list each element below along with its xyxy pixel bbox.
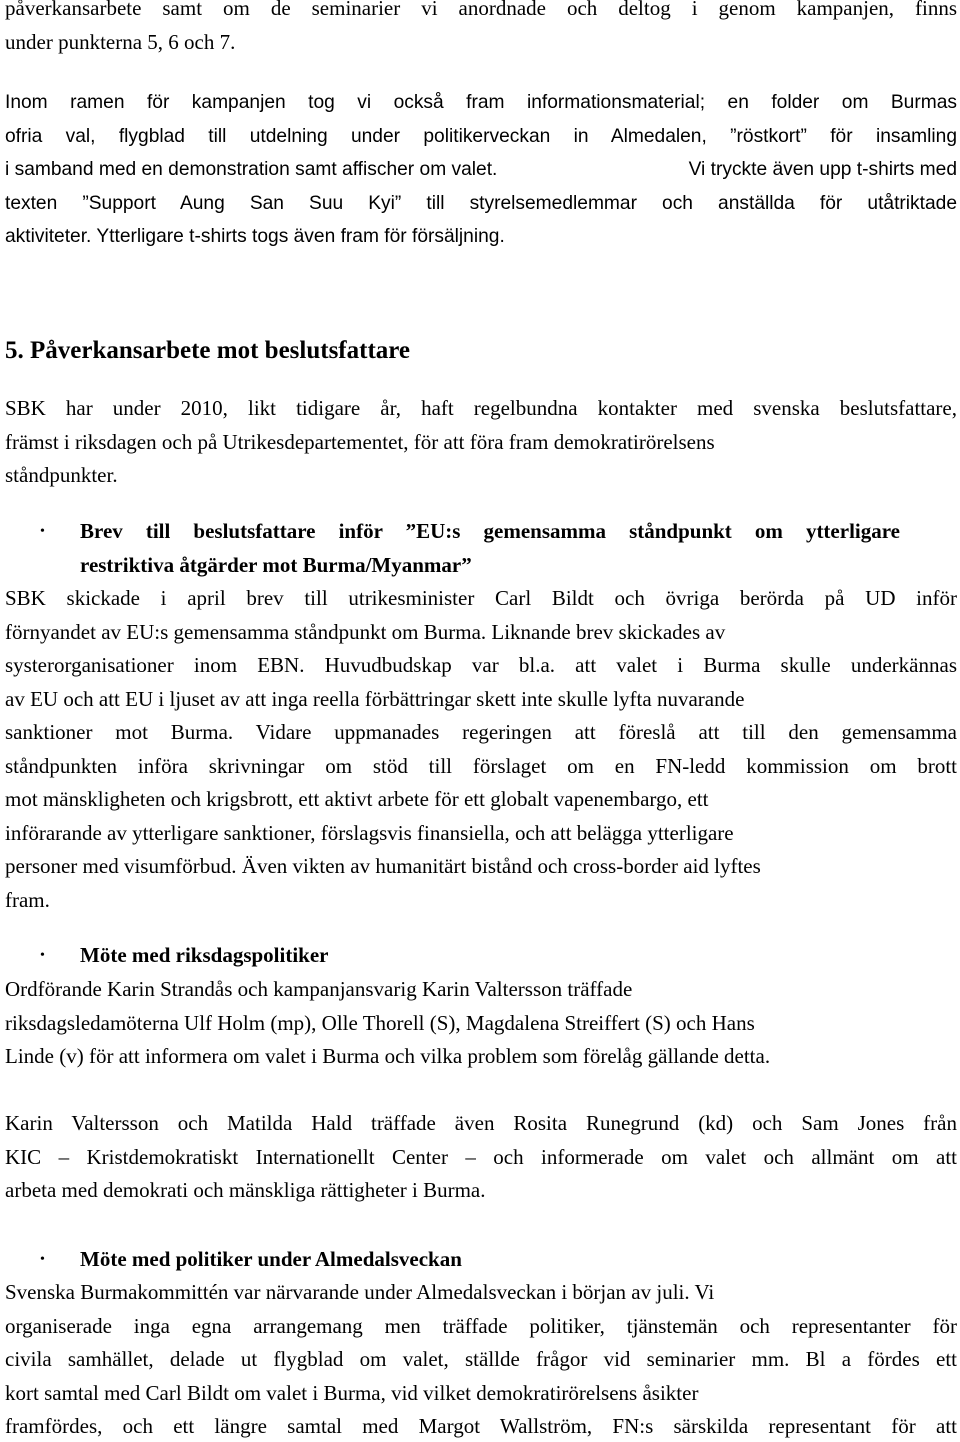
intro-paragraph xyxy=(5,0,957,59)
bullet-marker: • xyxy=(40,524,45,539)
bullet-heading xyxy=(80,515,900,582)
text-line: införarande av ytterligare sanktioner, förslagsvis finansiella, och att belägga ytterligare xyxy=(5,820,734,845)
text-line: Ordförande Karin Strandås och kampanjansvarig Karin Valtersson träffade xyxy=(5,977,633,1001)
section-heading: 5. Påverkansarbete mot beslutsfattare xyxy=(5,337,411,364)
text-line: Inom ramen för kampanjen tog vi också fram informationsmaterial; en folder om Burmas xyxy=(5,92,957,113)
text-segment: i samband med en demonstration samt affischer om valet. xyxy=(5,159,498,180)
text-line: SBK har under 2010, likt tidigare år, haft regelbundna kontakter med svenska beslutsfattare, xyxy=(5,396,957,420)
text-line xyxy=(5,153,957,187)
text-line: organiserade inga egna arrangemang men träffade politiker, tjänstemän och representanter för xyxy=(5,1313,957,1338)
text-line: KIC – Kristdemokratiskt Internationellt Center – och informerade om valet och allmänt om att xyxy=(5,1144,957,1169)
text-line: SBK skickade i april brev till utrikesminister Carl Bildt och övriga berörda på UD inför xyxy=(5,586,957,610)
bullet-heading: Möte med politiker under Almedalsveckan xyxy=(80,1247,462,1271)
text-line: under punkterna 5, 6 och 7. xyxy=(5,29,236,54)
bullet-marker: • xyxy=(40,1252,45,1267)
text-line: arbeta med demokrati och mänskliga rättigheter i Burma. xyxy=(5,1178,486,1202)
text-line: Brev till beslutsfattare inför ”EU:s gemensamma ståndpunkt om ytterligare xyxy=(80,519,900,543)
text-line: sanktioner mot Burma. Vidare uppmanades regeringen att föreslå att till den gemensamma xyxy=(5,720,957,744)
bullet-heading: Möte med riksdagspolitiker xyxy=(80,943,329,967)
bullet-body xyxy=(5,973,957,1074)
text-line: fram. xyxy=(5,887,50,912)
text-line: främst i riksdagen och på Utrikesdepartementet, för att föra fram demokratirörelsens xyxy=(5,429,715,454)
text-line: mot mänskligheten och krigsbrott, ett aktivt arbete för ett globalt vapenembargo, ett xyxy=(5,787,709,811)
text-line: civila samhället, delade ut flygblad om valet, ställde frågor vid seminarier mm. Bl a fördes ett xyxy=(5,1347,957,1371)
text-line: restriktiva åtgärder mot Burma/Myanmar” xyxy=(80,552,472,577)
text-line: Karin Valtersson och Matilda Hald träffade även Rosita Runegrund (kd) och Sam Jones från xyxy=(5,1111,957,1135)
text-line: aktiviteter. Ytterligare t-shirts togs även fram för försäljning. xyxy=(5,226,505,247)
bullet-body-continued xyxy=(5,1107,957,1208)
text-segment: Vi tryckte även upp t-shirts med xyxy=(688,159,957,180)
text-line: Svenska Burmakommittén var närvarande under Almedalsveckan i början av juli. Vi xyxy=(5,1280,715,1304)
text-line: personer med visumförbud. Även vikten av humanitärt bistånd och cross-border aid lyftes xyxy=(5,854,761,878)
text-line: ståndpunkten införa skrivningar om stöd till förslaget om en FN-ledd kommission om brott xyxy=(5,753,957,778)
text-line: kort samtal med Carl Bildt om valet i Burma, vid vilket demokratirörelsens åsikter xyxy=(5,1380,699,1405)
text-line: ståndpunkter. xyxy=(5,463,118,487)
bullet-marker: • xyxy=(40,948,45,963)
bullet-body xyxy=(5,1276,957,1442)
text-line: Linde (v) för att informera om valet i Burma och vilka problem som förelåg gällande detta. xyxy=(5,1044,771,1068)
section-intro-paragraph xyxy=(5,392,957,493)
text-line: av EU och att EU i ljuset av att inga reella förbättringar skett inte skulle lyfta nuvarande xyxy=(5,686,745,711)
bullet-body xyxy=(5,582,957,917)
text-line: systerorganisationer inom EBN. Huvudbudskap var bl.a. att valet i Burma skulle underkännas xyxy=(5,653,957,677)
text-line: texten ”Support Aung San Suu Kyi” till styrelsemedlemmar och anställda för utåtriktade xyxy=(5,192,957,214)
text-line: förnyandet av EU:s gemensamma ståndpunkt om Burma. Liknande brev skickades av xyxy=(5,619,726,644)
text-line: ofria val, flygblad till utdelning under politikerveckan in Almedalen, ”röstkort” för insamling xyxy=(5,125,957,147)
campaign-paragraph xyxy=(5,86,957,254)
text-line: riksdagsledamöterna Ulf Holm (mp), Olle Thorell (S), Magdalena Streiffert (S) och Hans xyxy=(5,1010,755,1035)
text-line: påverkansarbete samt om de seminarier vi anordnade och deltog i genom kampanjen, finns xyxy=(5,0,957,20)
text-line: framfördes, och ett längre samtal med Margot Wallström, FN:s särskilda representant för att xyxy=(5,1414,957,1438)
